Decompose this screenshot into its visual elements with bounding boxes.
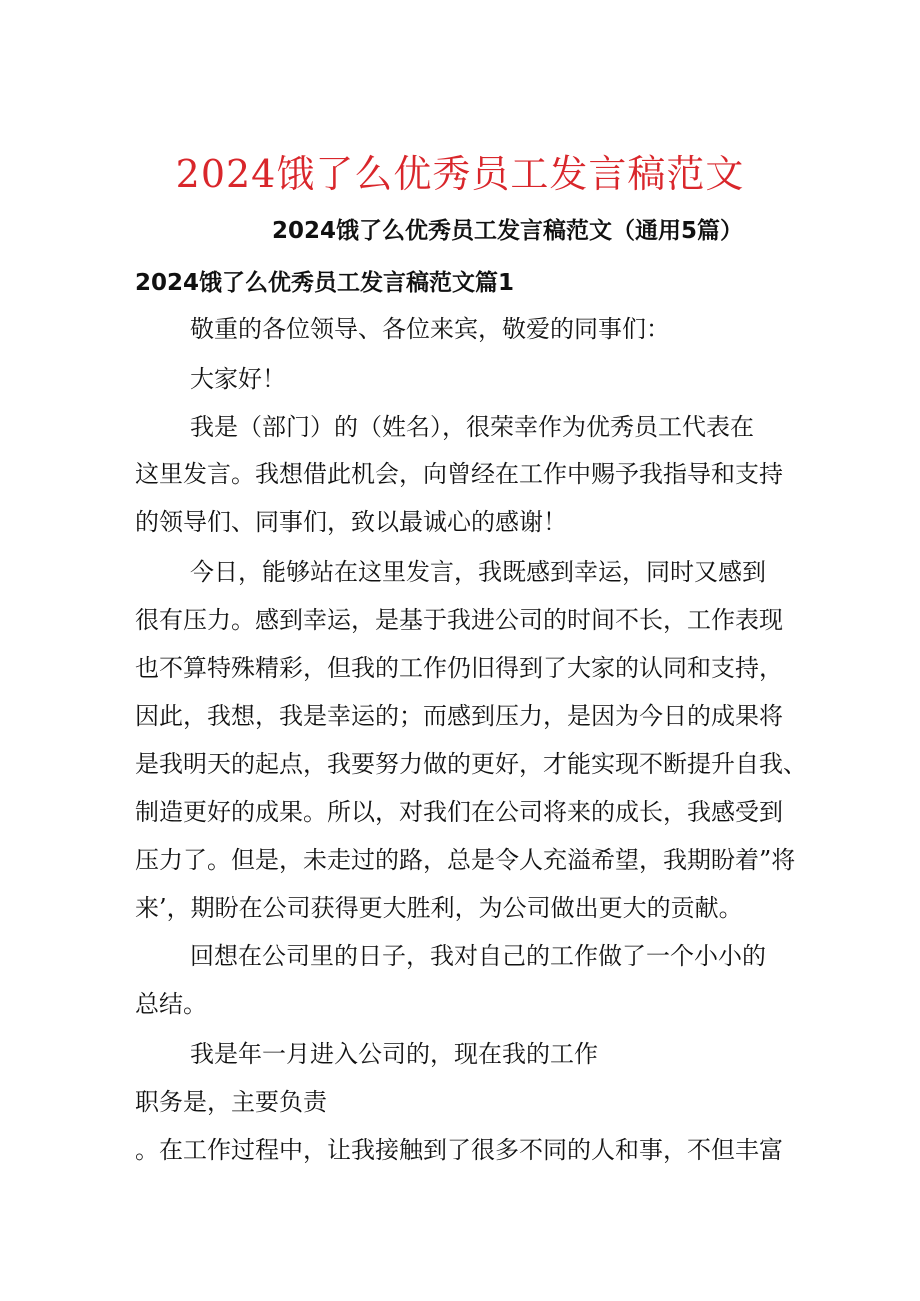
- body-line: 压力了。但是，未走过的路，总是令人充溢希望，我期盼着”将: [135, 846, 796, 874]
- body-line: 我是年一月进入公司的，现在我的工作: [190, 1040, 598, 1068]
- body-line: 制造更好的成果。所以，对我们在公司将来的成长，我感受到: [135, 798, 783, 826]
- body-line: 敬重的各位领导、各位来宾，敬爱的同事们：: [190, 315, 670, 343]
- body-line: 这里发言。我想借此机会，向曾经在工作中赐予我指导和支持: [135, 460, 783, 488]
- body-line: 总结。: [135, 990, 207, 1018]
- body-line: 的领导们、同事们，致以最诚心的感谢！: [135, 508, 567, 536]
- body-line: 回想在公司里的日子，我对自己的工作做了一个小小的: [190, 942, 766, 970]
- body-line: 职务是，主要负责: [135, 1088, 327, 1116]
- section-heading: 2024饿了么优秀员工发言稿范文篇1: [135, 270, 515, 296]
- body-line: 我是（部门）的（姓名），很荣幸作为优秀员工代表在: [190, 413, 754, 441]
- body-line: 也不算特殊精彩，但我的工作仍旧得到了大家的认同和支持，: [135, 654, 783, 682]
- body-line: 很有压力。感到幸运，是基于我进公司的时间不长，工作表现: [135, 606, 783, 634]
- body-line: 因此，我想，我是幸运的；而感到压力，是因为今日的成果将: [135, 702, 783, 730]
- body-line: 是我明天的起点，我要努力做的更好，才能实现不断提升自我、: [135, 750, 807, 778]
- document-title: 2024饿了么优秀员工发言稿范文: [175, 152, 745, 196]
- body-line: 来’，期盼在公司获得更大胜利，为公司做出更大的贡献。: [135, 894, 743, 922]
- body-line: 大家好！: [190, 365, 286, 393]
- body-line: 今日，能够站在这里发言，我既感到幸运，同时又感到: [190, 558, 766, 586]
- document-subtitle: 2024饿了么优秀员工发言稿范文（通用5篇）: [272, 218, 744, 244]
- body-line: 。在工作过程中，让我接触到了很多不同的人和事，不但丰富: [135, 1136, 783, 1164]
